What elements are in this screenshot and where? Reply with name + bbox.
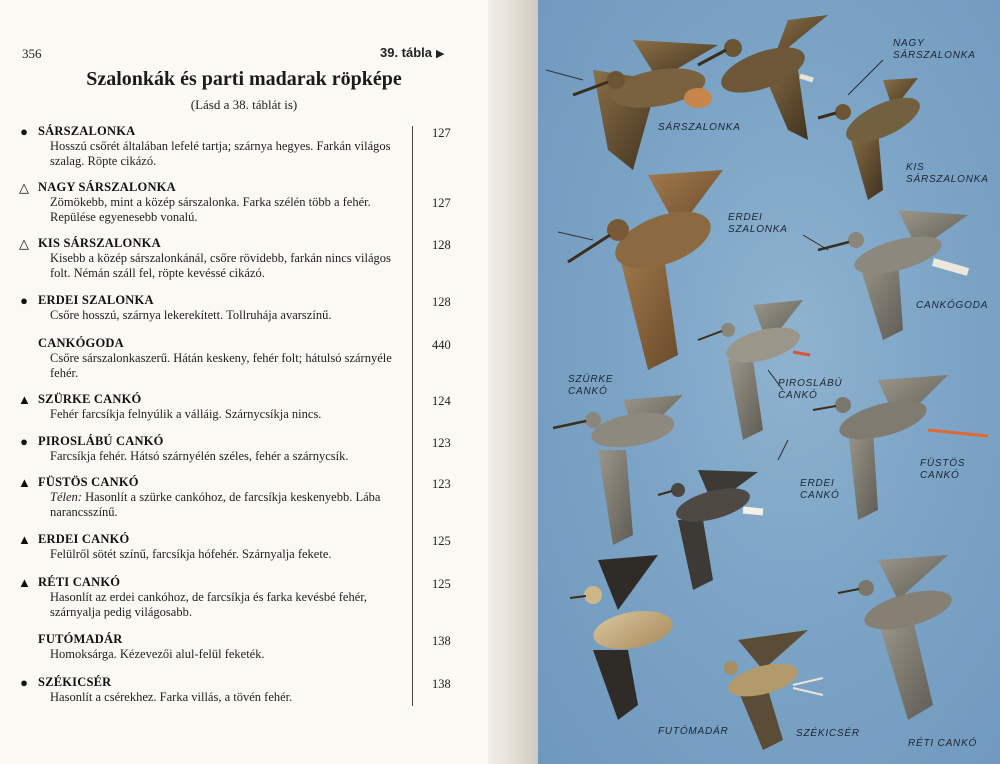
sarszalonka-illustration bbox=[546, 40, 718, 170]
futomadar-illustration bbox=[570, 555, 676, 720]
label-fustos-canko: FÜSTÖS CANKÓ bbox=[920, 458, 966, 481]
page-reference: 127 bbox=[432, 196, 451, 210]
status-symbol: ● bbox=[20, 293, 28, 308]
szurke-canko-illustration bbox=[553, 395, 683, 545]
page-subtitle: (Lásd a 38. táblát is) bbox=[190, 97, 298, 112]
page-number: 356 bbox=[22, 46, 42, 61]
species-description-text: Hasonlít a szürke cankóhoz, de farcsíkja keskenyebb. Lába narancsszínű. bbox=[50, 490, 381, 519]
page-reference: 127 bbox=[432, 126, 451, 140]
status-symbol: ● bbox=[20, 434, 28, 449]
label-sarszalonka: SÁRSZALONKA bbox=[658, 122, 741, 133]
species-description: Csőre sárszalonkaszerű. Hátán keskeny, fehér folt; hátulsó szárnyéle fehér. bbox=[50, 351, 392, 380]
species-description: Fehér farcsíkja felnyúlik a válláig. Szárnycsíkja nincs. bbox=[50, 407, 322, 421]
erdei-canko-illustration bbox=[658, 470, 763, 590]
species-description bbox=[50, 490, 398, 520]
status-symbol: ▲ bbox=[18, 475, 31, 490]
illustration-plate bbox=[538, 0, 1000, 764]
page-reference: 128 bbox=[432, 238, 451, 252]
next-arrow-icon: ▶ bbox=[436, 48, 445, 60]
label-erdei-szalonka: ERDEI SZALONKA bbox=[728, 212, 788, 235]
status-symbol: ● bbox=[20, 675, 28, 690]
species-name: KIS SÁRSZALONKA bbox=[38, 236, 161, 250]
label-erdei-canko: ERDEI CANKÓ bbox=[800, 478, 840, 501]
species-name: CANKÓGODA bbox=[38, 336, 124, 350]
status-symbol: ● bbox=[20, 124, 28, 139]
page-reference: 123 bbox=[432, 436, 451, 450]
page-title: Szalonkák és parti madarak röpképe bbox=[86, 68, 402, 90]
species-name: SÁRSZALONKA bbox=[38, 124, 136, 138]
plate-reference-label: 39. tábla bbox=[380, 45, 433, 60]
species-description: Felülről sötét színű, farcsíkja hófehér. Szárnyalja fekete. bbox=[50, 547, 332, 561]
plate-reference[interactable] bbox=[380, 45, 445, 60]
label-futomadar: FUTÓMADÁR bbox=[658, 726, 729, 737]
left-page bbox=[0, 0, 488, 764]
species-name: FUTÓMADÁR bbox=[38, 632, 123, 646]
page-reference: 138 bbox=[432, 677, 451, 691]
species-description: Hosszú csőrét általában lefelé tartja; szárnya hegyes. Farkán világos szalag. Röpte cikázó. bbox=[50, 139, 391, 168]
label-nagy-sarszalonka: NAGY SÁRSZALONKA bbox=[893, 38, 976, 61]
species-name: SZÉKICSÉR bbox=[38, 675, 112, 689]
species-name: SZÜRKE CANKÓ bbox=[38, 392, 142, 406]
season-label: Télen: bbox=[50, 490, 82, 504]
species-name: ERDEI CANKÓ bbox=[38, 532, 130, 546]
species-name: PIROSLÁBÚ CANKÓ bbox=[38, 434, 164, 448]
piroslabu-canko-illustration bbox=[698, 300, 810, 440]
status-symbol: ▲ bbox=[18, 575, 31, 590]
species-name: ERDEI SZALONKA bbox=[38, 293, 154, 307]
species-description: Csőre hosszú, szárnya lekerekített. Tollruhája avarszínű. bbox=[50, 308, 332, 322]
label-piroslabu-canko: PIROSLÁBÚ CANKÓ bbox=[778, 378, 843, 401]
species-description: Kisebb a közép sárszalonkánál, csőre rövidebb, farkán nincs világos folt. Némán száll fel, röpte kevéssé cikázó. bbox=[50, 251, 391, 280]
column-divider bbox=[412, 126, 413, 706]
status-symbol: △ bbox=[19, 180, 29, 195]
species-name: FÜSTÖS CANKÓ bbox=[38, 475, 139, 489]
species-description: Zömökebb, mint a közép sárszalonka. Farka szélén több a fehér. Repülése egyenesebb vonalú. bbox=[50, 195, 371, 224]
page-reference: 440 bbox=[432, 338, 451, 352]
page-reference: 125 bbox=[432, 577, 451, 591]
reti-canko-illustration bbox=[838, 555, 956, 720]
status-symbol: ▲ bbox=[18, 392, 31, 407]
book-gutter bbox=[488, 0, 538, 764]
page-reference: 128 bbox=[432, 295, 451, 309]
page-reference: 123 bbox=[432, 477, 451, 491]
species-name: RÉTI CANKÓ bbox=[38, 575, 121, 589]
page-reference: 125 bbox=[432, 534, 451, 548]
page-reference: 124 bbox=[432, 394, 451, 408]
species-description: Hasonlít az erdei cankóhoz, de farcsíkja és farka kevésbé fehér, szárnyalja pedig világosabb. bbox=[50, 590, 368, 619]
cankogoda-illustration bbox=[818, 210, 968, 340]
species-description: Farcsíkja fehér. Hátsó szárnyélén széles, fehér a szárnycsík. bbox=[50, 449, 349, 463]
species-description: Homoksárga. Kézevezői alul-felül feketék. bbox=[50, 647, 265, 661]
label-reti-canko: RÉTI CANKÓ bbox=[908, 738, 978, 749]
status-symbol: △ bbox=[19, 236, 29, 251]
label-szurke-canko: SZÜRKE CANKÓ bbox=[568, 374, 614, 397]
label-szekicser: SZÉKICSÉR bbox=[796, 728, 860, 739]
species-description: Hasonlít a csérekhez. Farka villás, a tövén fehér. bbox=[50, 690, 293, 704]
label-cankogoda: CANKÓGODA bbox=[916, 300, 989, 311]
label-kis-sarszalonka: KIS SÁRSZALONKA bbox=[906, 162, 989, 185]
page-reference: 138 bbox=[432, 634, 451, 648]
status-symbol: ▲ bbox=[18, 532, 31, 547]
species-name: NAGY SÁRSZALONKA bbox=[38, 180, 176, 194]
